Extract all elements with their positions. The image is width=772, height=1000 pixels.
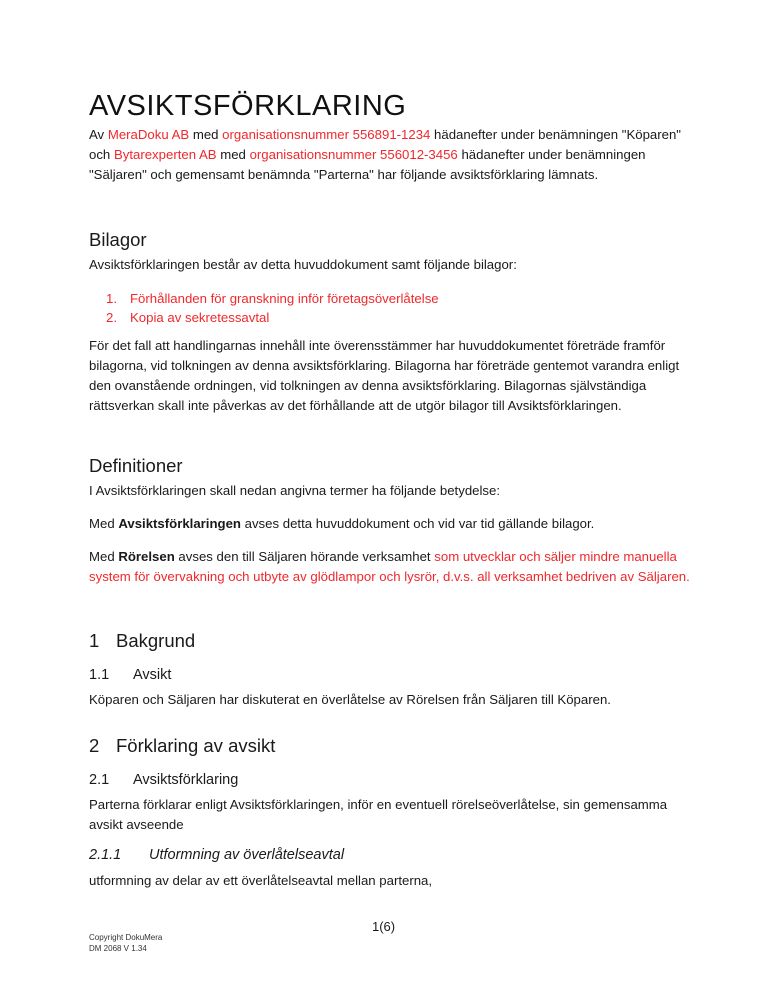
section-title: Bakgrund	[116, 630, 196, 651]
section-1-heading	[89, 630, 195, 652]
definition-text: Med	[89, 549, 119, 564]
intro-text: Av	[89, 127, 108, 142]
bilaga-item	[106, 308, 439, 327]
section-number: 1.1	[89, 667, 110, 683]
definition-highlight: som utvecklar och säljer mindre manuella system för övervakning och utbyte av glödlampor och lysrör, d.v.s. all verksamhet bedriven av Säljaren.	[89, 549, 690, 584]
definition-text: Med	[89, 516, 119, 531]
intro-text: med	[216, 147, 250, 162]
copyright-text: Copyright DokuMera	[89, 933, 163, 942]
seller-org-number: organisationsnummer 556012-3456	[249, 147, 458, 162]
section-title: Avsiktsförklaring	[133, 772, 239, 788]
section-title: Avsikt	[133, 667, 172, 683]
section-title: Förklaring av avsikt	[116, 735, 276, 756]
section-title: Utformning av överlåtelseavtal	[149, 847, 345, 863]
page-number: 1(6)	[372, 919, 396, 934]
section-2-heading	[89, 735, 275, 757]
definitioner-intro: I Avsiktsförklaringen skall nedan angivna termer ha följande betydelse:	[89, 483, 501, 498]
buyer-org-number: organisationsnummer 556891-1234	[222, 127, 431, 142]
definition-text: avses den till Säljaren hörande verksamhet	[174, 549, 435, 564]
bilaga-text: Förhållanden för granskning inför företagsöverlåtelse	[130, 291, 439, 306]
section-number: 2.1.1	[89, 847, 122, 863]
definition-avsiktsforklaringen	[89, 514, 689, 534]
document-title: AVSIKTSFÖRKLARING	[89, 90, 407, 122]
intro-text: hädanefter under benämningen "Säljaren" och gemensamt benämnda "Parterna" har följande avsiktsförklaring lämnats.	[89, 147, 646, 182]
bilagor-list	[106, 289, 439, 327]
bilagor-paragraph: För det fall att handlingarnas innehåll inte överensstämmer har huvuddokumentet företräde framför bilagorna, vid tolkningen av denna avsiktsförklaring. Bilagorna har företräde gentemot varandra enligt den ovanstående ordningen, vid tolkningen av denna avsiktsförklaring. Bilagornas självständiga rättsverkan skall inte påverkas av det förhållande att de utgör bilagor till Avsiktsförklaringen.	[89, 338, 680, 413]
footer-copyright	[89, 932, 162, 954]
definition-term: Avsiktsförklaringen	[118, 516, 241, 531]
section-2-1-1-text: utformning av delar av ett överlåtelseavtal mellan parterna,	[89, 873, 433, 888]
version-text: DM 2068 V 1.34	[89, 944, 147, 953]
section-number: 1	[89, 630, 100, 651]
definition-text: avses detta huvuddokument och vid var tid gällande bilagor.	[240, 516, 595, 531]
section-2-1-text: Parterna förklarar enligt Avsiktsförklaringen, inför en eventuell rörelseöverlåtelse, sin gemensamma avsikt avseende	[89, 797, 668, 832]
definition-rorelsen	[89, 547, 694, 587]
section-1-1-heading	[89, 667, 171, 683]
definitioner-heading: Definitioner	[89, 455, 183, 476]
seller-name: Bytarexperten AB	[113, 147, 217, 162]
section-number: 2.1	[89, 772, 110, 788]
intro-text: hädanefter under benämningen "Köparen" och	[89, 127, 681, 162]
intro-paragraph	[89, 125, 689, 185]
list-number: 1.	[106, 291, 117, 306]
section-1-1-text: Köparen och Säljaren har diskuterat en överlåtelse av Rörelsen från Säljaren till Köparen.	[89, 692, 611, 707]
list-number: 2.	[106, 310, 117, 325]
bilaga-text: Kopia av sekretessavtal	[130, 310, 270, 325]
bilaga-item	[106, 289, 439, 308]
definition-term: Rörelsen	[118, 549, 175, 564]
buyer-name: MeraDoku AB	[107, 127, 190, 142]
bilagor-intro: Avsiktsförklaringen består av detta huvuddokument samt följande bilagor:	[89, 257, 517, 272]
section-number: 2	[89, 735, 100, 756]
bilagor-heading: Bilagor	[89, 229, 147, 250]
section-2-1-1-heading	[89, 847, 344, 863]
section-2-1-heading	[89, 772, 238, 788]
intro-text: med	[189, 127, 223, 142]
